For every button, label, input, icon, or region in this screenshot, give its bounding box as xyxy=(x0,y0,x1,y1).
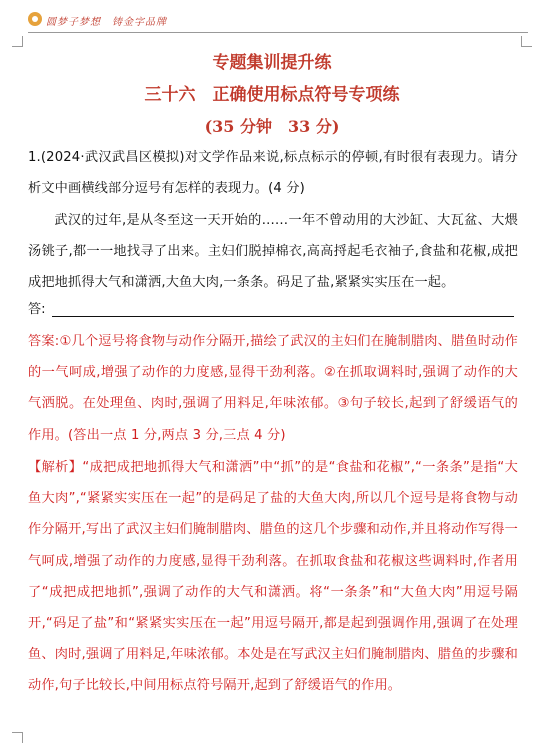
answer-text: 答案:①几个逗号将食物与动作分隔开,描绘了武汉的主妇们在腌制腊肉、腊鱼时动作的一气呵成,增强了动作的力度感,显得干劲利落。②在抓取调料时,强调了动作的大气洒脱。在处理鱼、肉时,强调了用料足,年味浓郁。③句子较长,起到了舒缓语气的作用。(答出一点 1 分,两点 3 分,三点 4 分) xyxy=(28,334,518,443)
answer-label: 答: xyxy=(28,302,46,317)
logo-icon xyxy=(28,12,42,26)
header-brand-text: 圆梦子梦想 铸金字品牌 xyxy=(46,17,167,28)
time-score-title: (35 分钟 33 分) xyxy=(204,117,340,136)
crop-mark-top-left xyxy=(12,36,23,47)
explanation-text: 【解析】“成把成把地抓得大气和潇洒”中“抓”的是“食盐和花椒”,“一条条”是指“大鱼大肉”,“紧紧实实压在一起”的是码足了盐的大鱼大肉,所以几个逗号是将食物与动作分隔开,写出了武汉主妇们腌制腊肉、腊鱼的这几个步骤和动作,并且将动作写得一气呵成,增强了动作的力度感,显得干劲利落。在抓取食盐和花椒这些调料时,作者用了“成把成把地抓”,强调了动作的大气和潇洒。将“一条条”和“大鱼大肉”用逗号隔开,“码足了盐”和“紧紧实实压在一起”用逗号隔开,都是起到强调作用,强调了在处理鱼、肉时,强调了用料足,年味浓郁。本处是在写武汉主妇们腌制腊肉、腊鱼的步骤和动作,句子比较长,中间用标点符号隔开,起到了舒缓语气的作用。 xyxy=(28,460,518,694)
crop-mark-top-right xyxy=(521,36,532,47)
crop-mark-bottom-left xyxy=(12,732,23,743)
section-title: 三十六 正确使用标点符号专项练 xyxy=(144,85,400,105)
main-title: 专题集训提升练 xyxy=(212,53,332,73)
answer-blank-line xyxy=(52,316,514,317)
header-rule xyxy=(28,32,528,33)
question-text: 1.(2024·武汉武昌区模拟)对文学作品来说,标点标示的停顿,有时很有表现力。请分析文中画横线部分逗号有怎样的表现力。(4 分) xyxy=(28,150,518,197)
page-header xyxy=(28,12,508,30)
passage-text: 武汉的过年,是从冬至这一天开始的……一年不曾动用的大沙缸、大瓦盆、大煨汤铫子,都一一地找寻了出来。主妇们脱掉棉衣,高高捋起毛衣袖子,食盐和花椒,成把成把地抓得大气和潇洒,大鱼大肉,一条条。码足了盐,紧紧实实压在一起。 xyxy=(28,213,518,291)
